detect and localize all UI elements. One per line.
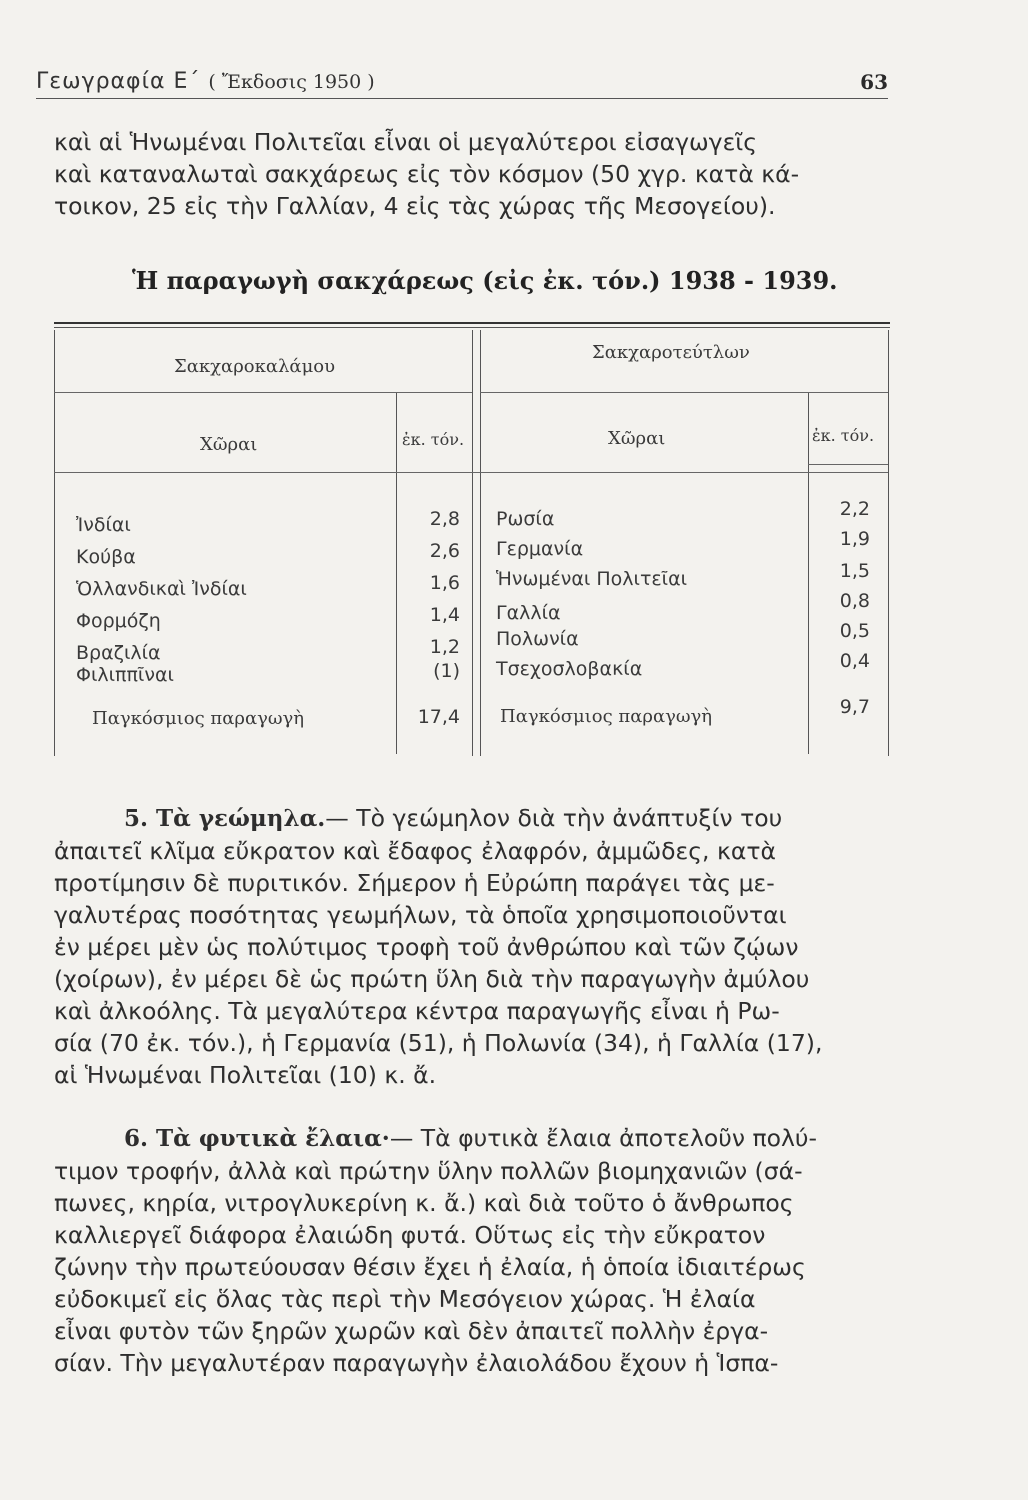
- left-row-value: 2,8: [429, 508, 460, 530]
- section-line: σίαν. Τὴν μεγαλυτέραν παραγωγὴν ἐλαιολάδου ἔχουν ἡ Ἱσπα-: [54, 1349, 779, 1377]
- right-total-value: 9,7: [839, 696, 870, 718]
- left-row-value: 2,6: [429, 540, 460, 562]
- right-row-country: Πολωνία: [496, 628, 579, 650]
- right-row-country: Ρωσία: [496, 508, 555, 530]
- section-line: καὶ ἀλκοόλης. Τὰ μεγαλύτερα κέντρα παραγωγῆς εἶναι ἡ Ρω-: [54, 997, 780, 1025]
- section-line: αἱ Ἡνωμέναι Πολιτεῖαι (10) κ. ἄ.: [54, 1061, 437, 1089]
- section-line: ἀπαιτεῖ κλῖμα εὔκρατον καὶ ἔδαφος ἐλαφρόν, ἀμμῶδες, κατὰ: [54, 837, 776, 865]
- table-left-border: [54, 330, 55, 756]
- right-row-value: 1,9: [839, 528, 870, 550]
- left-col-value: ἐκ. τόν.: [402, 430, 465, 449]
- left-row-country: Ὁλλανδικαὶ Ἰνδίαι: [76, 578, 247, 600]
- table-top-rule-thin: [54, 327, 890, 328]
- left-row-country: Φορμόζη: [76, 610, 161, 632]
- right-row-country: Τσεχοσλοβακία: [496, 658, 643, 680]
- section-line: καλλιεργεῖ διάφορα ἐλαιώδη φυτά. Οὕτως εἰς τὴν εὔκρατον: [54, 1221, 766, 1249]
- right-group-rule: [480, 392, 888, 393]
- right-row-value: 0,8: [839, 590, 870, 612]
- right-row-value: 0,5: [839, 620, 870, 642]
- section-line: γαλυτέρας ποσότητας γεωμήλων, τὰ ὁποῖα χρησιμοποιοῦνται: [54, 901, 787, 929]
- right-row-country: Ἡνωμέναι Πολιτεῖαι: [496, 568, 688, 590]
- intro-line: καὶ καταναλωταὶ σακχάρεως εἰς τὸν κόσμον (50 χγρ. κατὰ κά-: [54, 160, 800, 188]
- section-vegetable-oils: [54, 1122, 894, 1379]
- section-heading: 5. Τὰ γεώμηλα.: [124, 805, 326, 832]
- left-row-country: Ἰνδίαι: [76, 514, 131, 536]
- table-top-rule: [54, 322, 890, 324]
- right-row-value: 2,2: [839, 498, 870, 520]
- section-heading: 6. Τὰ φυτικὰ ἔλαια·: [124, 1125, 390, 1152]
- section-line: πωνες, κηρία, νιτρογλυκερίνη κ. ἄ.) καὶ διὰ τοῦτο ὁ ἄνθρωπος: [54, 1189, 794, 1217]
- right-value-header-rule: [808, 464, 888, 465]
- left-row-country: Κούβα: [76, 546, 136, 568]
- section-potatoes: [54, 802, 894, 1091]
- right-total-label: Παγκόσμιος παραγωγὴ: [500, 706, 713, 727]
- table-title: Ἡ παραγωγὴ σακχάρεως (εἰς ἐκ. τόν.) 1938 - 1939.: [132, 266, 838, 295]
- running-head: [36, 64, 888, 99]
- section-line: εἶναι φυτὸν τῶν ξηρῶν χωρῶν καὶ δὲν ἀπαιτεῖ πολλὴν ἐργα-: [54, 1317, 769, 1345]
- left-col-country: Χῶραι: [200, 434, 258, 455]
- intro-line: καὶ αἱ Ἡνωμέναι Πολιτεῖαι εἶναι οἱ μεγαλύτεροι εἰσαγωγεῖς: [54, 128, 758, 156]
- section-first-line: [54, 802, 894, 835]
- column-header-rule: [54, 472, 888, 473]
- left-group-header: Σακχαροκαλάμου: [174, 356, 336, 377]
- right-col-value: ἐκ. τόν.: [812, 426, 875, 445]
- table-center-divider-double: [480, 330, 481, 756]
- running-title: [36, 69, 375, 94]
- section-line: (χοίρων), ἐν μέρει δὲ ὡς πρώτη ὕλη διὰ τὴν παραγωγὴν ἀμύλου: [54, 965, 810, 993]
- section-line: τιμον τροφήν, ἀλλὰ καὶ πρώτην ὕλην πολλῶν βιομηχανιῶν (σά-: [54, 1157, 803, 1185]
- left-row-country: Βραζιλία: [76, 642, 161, 664]
- left-row-country: Φιλιππῖναι: [76, 664, 174, 686]
- page-number: 63: [860, 70, 888, 94]
- book-title: Γεωγραφία Ε΄: [36, 69, 201, 94]
- section-line: ζώνην τὴν πρωτεύουσαν θέσιν ἔχει ἡ ἐλαία, ἡ ὁποία ἰδιαιτέρως: [54, 1253, 806, 1281]
- left-row-value: 1,2: [429, 636, 460, 658]
- right-col-country: Χῶραι: [608, 428, 666, 449]
- section-line: εὐδοκιμεῖ εἰς ὅλας τὰς περὶ τὴν Μεσόγειον χώρας. Ἡ ἐλαία: [54, 1285, 756, 1313]
- right-row-country: Γαλλία: [496, 602, 561, 624]
- right-group-header: Σακχαροτεύτλων: [592, 342, 750, 363]
- left-row-value: 1,4: [429, 604, 460, 626]
- sugar-production-table: [54, 322, 890, 762]
- section-first-line: [54, 1122, 894, 1155]
- left-row-value: 1,6: [429, 572, 460, 594]
- right-row-value: 0,4: [839, 650, 870, 672]
- table-center-divider: [472, 330, 473, 756]
- left-total-label: Παγκόσμιος παραγωγὴ: [92, 708, 305, 729]
- section-line: — Τὰ φυτικὰ ἔλαια ἀποτελοῦν πολύ-: [389, 1124, 817, 1152]
- section-line: ἐν μέρει μὲν ὡς πολύτιμος τροφὴ τοῦ ἀνθρώπου καὶ τῶν ζῴων: [54, 933, 799, 961]
- left-total-value: 17,4: [417, 706, 460, 728]
- intro-paragraph: [54, 126, 894, 222]
- table-right-border: [888, 330, 889, 756]
- section-line: προτίμησιν δὲ πυριτικόν. Σήμερον ἡ Εὐρώπη παράγει τὰς με-: [54, 869, 775, 897]
- edition-note: ( Ἔκδοσις 1950 ): [208, 71, 375, 93]
- intro-line: τοικον, 25 εἰς τὴν Γαλλίαν, 4 εἰς τὰς χώρας τῆς Μεσογείου).: [54, 192, 776, 220]
- left-row-value: (1): [433, 660, 460, 682]
- right-row-value: 1,5: [839, 560, 870, 582]
- section-line: — Τὸ γεώμηλον διὰ τὴν ἀνάπτυξίν του: [325, 804, 783, 832]
- left-group-rule: [54, 392, 472, 393]
- right-row-country: Γερμανία: [496, 538, 584, 560]
- section-line: σία (70 ἐκ. τόν.), ἡ Γερμανία (51), ἡ Πολωνία (34), ἡ Γαλλία (17),: [54, 1029, 823, 1057]
